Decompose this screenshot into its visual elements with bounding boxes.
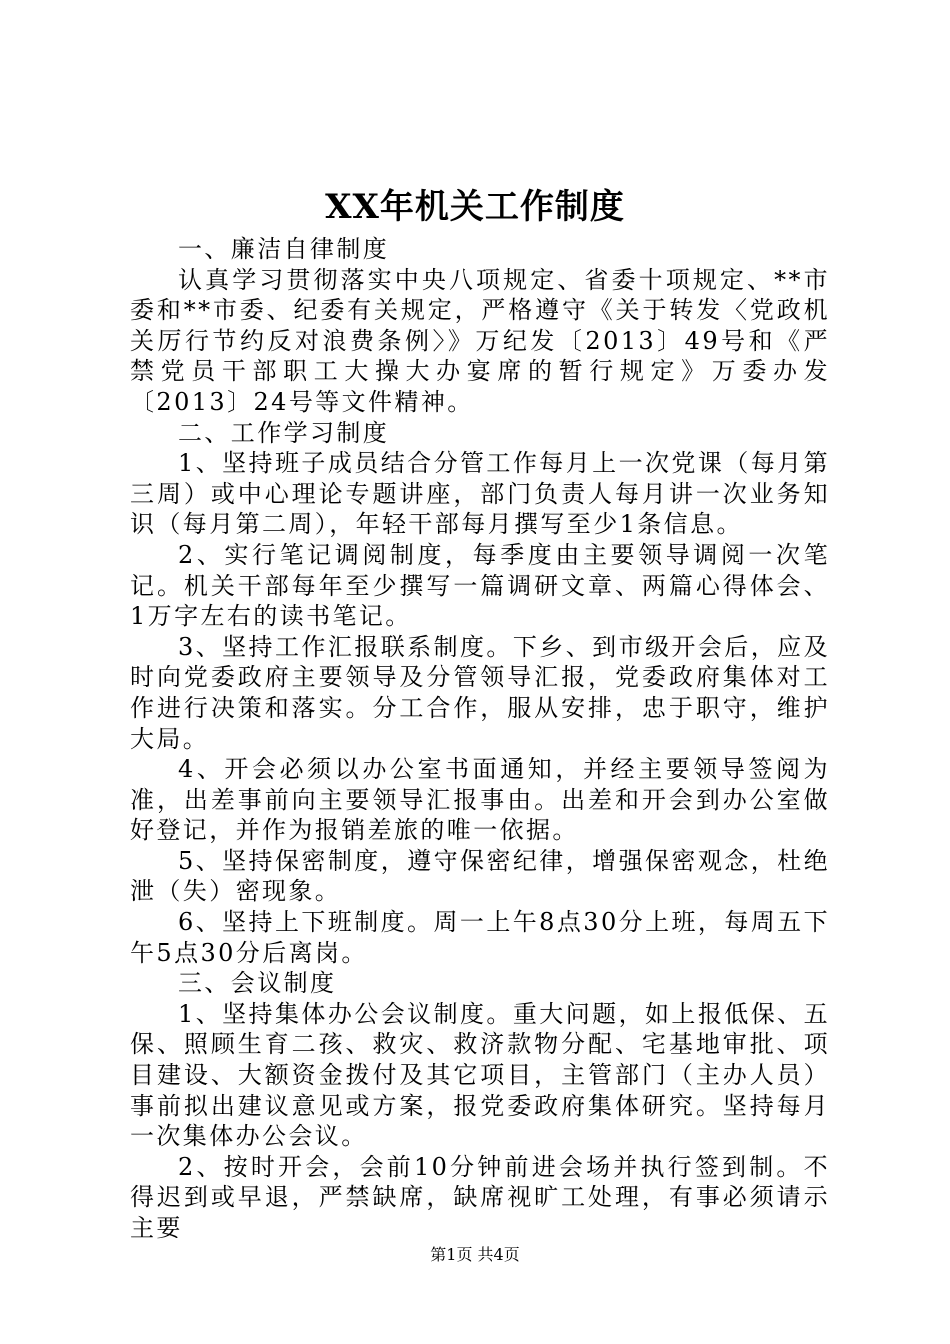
page-number-footer: 第1页 共4页 xyxy=(430,1245,520,1264)
section-heading-3: 三、会议制度 xyxy=(178,969,337,998)
paragraph: 2、实行笔记调阅制度，每季度由主要领导调阅一次笔记。机关干部每年至少撰写一篇调研文章、两篇心得体会、1万字左右的读书笔记。 xyxy=(130,540,830,631)
document-body xyxy=(130,234,830,1244)
document-title: XX年机关工作制度 xyxy=(325,187,625,227)
paragraph: 6、坚持上下班制度。周一上午8点30分上班，每周五下午5点30分后离岗。 xyxy=(130,908,830,967)
paragraph: 4、开会必须以办公室书面通知，并经主要领导签阅为准，出差事前向主要领导汇报事由。出差和开会到办公室做好登记，并作为报销差旅的唯一依据。 xyxy=(130,755,830,845)
paragraph: 3、坚持工作汇报联系制度。下乡、到市级开会后，应及时向党委政府主要领导及分管领导汇报，党委政府集体对工作进行决策和落实。分工合作，服从安排，忠于职守，维护大局。 xyxy=(130,632,830,753)
paragraph: 5、坚持保密制度，遵守保密纪律，增强保密观念，杜绝泄（失）密现象。 xyxy=(130,846,830,906)
section-heading-2: 二、工作学习制度 xyxy=(178,418,390,447)
paragraph: 认真学习贯彻落实中央八项规定、省委十项规定、**市委和**市委、纪委有关规定，严格遵守《关于转发〈党政机关厉行节约反对浪费条例〉》万纪发〔2013〕49号和《严禁党员干部职工大操大办宴席的暂行规定》万委办发〔2013〕24号等文件精神。 xyxy=(130,265,830,416)
section-heading-1: 一、廉洁自律制度 xyxy=(178,235,390,263)
paragraph: 1、坚持集体办公会议制度。重大问题，如上报低保、五保、照顾生育二孩、救灾、救济款物分配、宅基地审批、项目建设、大额资金拨付及其它项目，主管部门（主办人员）事前拟出建议意见或方案，报党委政府集体研究。坚持每月一次集体办公会议。 xyxy=(130,999,830,1151)
paragraph: 2、按时开会，会前10分钟前进会场并执行签到制。不得迟到或早退，严禁缺席，缺席视旷工处理，有事必须请示主要 xyxy=(130,1152,830,1242)
paragraph: 1、坚持班子成员结合分管工作每月上一次党课（每月第三周）或中心理论专题讲座，部门负责人每月讲一次业务知识（每月第二周），年轻干部每月撰写至少1条信息。 xyxy=(130,449,830,539)
